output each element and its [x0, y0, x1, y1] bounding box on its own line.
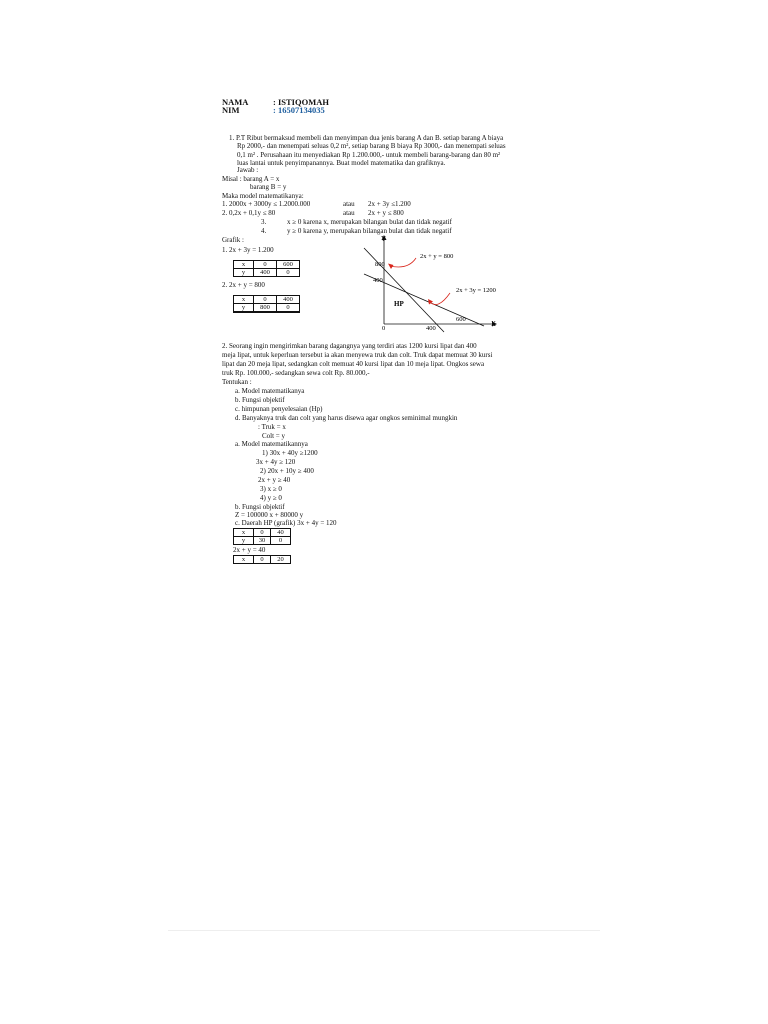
feasible-region-graph — [350, 232, 510, 342]
list-item: d. Banyaknya truk dan colt yang harus disewa agar ongkos seminimal mungkin — [235, 414, 458, 422]
colt-def: Colt = y — [262, 432, 286, 440]
truk-def: : Truk = x — [258, 423, 286, 431]
answer-a-2b: 2x + y ≥ 40 — [258, 476, 291, 484]
table-cell: 0 — [271, 537, 291, 545]
table-cell: y — [234, 304, 254, 313]
pointer-arrow-2 — [430, 293, 450, 305]
misal-a: Misal : barang A = x — [222, 175, 280, 183]
table-cell: 0 — [254, 529, 271, 537]
nama-label: NAMA — [222, 97, 249, 107]
grafik-label: Grafik : — [222, 236, 244, 244]
answer-c-2: 2x + y = 40 — [233, 546, 266, 554]
problem1-line-3: 0,1 m² . Perusahaan itu menyediakan Rp 1.200.000,- untuk membeli barang-barang dan 80 m² — [237, 151, 501, 159]
table-cell: x — [234, 296, 254, 304]
tick-x-400: 400 — [426, 325, 436, 332]
table-2 — [233, 295, 300, 313]
tick-y-400: 400 — [373, 277, 383, 284]
problem2-line-2: meja lipat, untuk keperluan tersebut ia akan menyewa truk dan colt. Truk dapat memuat 30 kursi — [222, 351, 493, 359]
problem1-line-2: Rp 2000,- dan menempati seluas 0,2 m², setiap barang B biaya Rp 3000,- dan menempati seluas — [237, 142, 506, 150]
table-cell: 800 — [254, 304, 277, 313]
grafik-2-eq: 2. 2x + y = 800 — [222, 281, 265, 289]
table-cell: 30 — [254, 537, 271, 545]
list-item: c. himpunan penyelesaian (Hp) — [235, 405, 323, 413]
tentukan-label: Tentukan : — [222, 378, 252, 386]
table-3 — [233, 528, 291, 545]
hp-label: HP — [394, 300, 404, 308]
nim-label: NIM — [222, 105, 240, 115]
table-cell: x — [234, 261, 254, 269]
list-item: b. Fungsi objektif — [235, 396, 285, 404]
table-cell: 0 — [254, 296, 277, 304]
pointer-arrow-1 — [390, 258, 416, 267]
problem1-line-4: luas lantai untuk penyimpanannya. Buat model matematika dan grafiknya. — [237, 159, 446, 167]
model-3-num: 3. — [261, 218, 267, 226]
answer-c-head: c. Daerah HP (grafik) 3x + 4y = 120 — [235, 519, 337, 527]
answer-a-1: 1) 30x + 40y ≥1200 — [262, 449, 318, 457]
model-3-text: x ≥ 0 karena x, merupakan bilangan bulat dan tidak negatif — [287, 218, 452, 226]
table-4 — [233, 555, 291, 564]
x-axis-label: X — [491, 320, 497, 328]
table-row — [234, 529, 291, 537]
model-2-atau: atau — [343, 209, 355, 217]
table-row — [234, 269, 300, 277]
answer-b-head: b. Fungsi objektif — [235, 503, 285, 511]
grafik-1-eq: 1. 2x + 3y = 1.200 — [222, 246, 274, 254]
table-row — [234, 296, 300, 304]
table-cell: 400 — [277, 296, 300, 304]
model-1-left: 1. 2000x + 3000y ≤ 1.2000.000 — [222, 200, 311, 208]
misal-b: barang B = y — [250, 183, 287, 191]
tick-y-800: 800 — [375, 261, 385, 268]
answer-a-4: 4) y ≥ 0 — [260, 494, 282, 502]
table-1 — [233, 260, 300, 277]
model-1-atau: atau — [343, 200, 355, 208]
y-axis-label: Y — [381, 235, 387, 243]
model-2-left: 2. 0,2x + 0,1y ≤ 80 — [222, 209, 276, 217]
answer-b-eq: Z = 100000 x + 80000 y — [235, 511, 304, 519]
table-cell: 0 — [277, 269, 300, 277]
table-cell: 0 — [277, 304, 300, 313]
table-cell: x — [234, 556, 254, 564]
tick-origin: 0 — [382, 325, 386, 332]
table-cell: x — [234, 529, 254, 537]
problem2-line-4: truk Rp. 100.000,- sedangkan sewa colt Rp. 80.000,- — [222, 369, 370, 377]
answer-a-head: a. Model matematikannya — [235, 440, 308, 448]
table-cell: 40 — [271, 529, 291, 537]
table-cell: 600 — [277, 261, 300, 269]
answer-a-1b: 3x + 4y ≥ 120 — [256, 458, 296, 466]
answer-a-2: 2) 20x + 10y ≥ 400 — [260, 467, 314, 475]
problem1-line-1: 1. P.T Ribut bermaksud membeli dan menyimpan dua jenis barang A dan B. setiap barang A biaya — [229, 134, 504, 142]
table-row — [234, 304, 300, 313]
line-1-label: 2x + y = 800 — [420, 253, 454, 260]
table-row — [234, 261, 300, 269]
model-2-right: 2x + y ≤ 800 — [368, 209, 404, 217]
model-4-num: 4. — [261, 227, 267, 235]
nama-value: : ISTIQOMAH — [273, 97, 329, 107]
table-row — [234, 556, 291, 564]
table-cell: 0 — [254, 261, 277, 269]
table-cell: y — [234, 269, 254, 277]
table-cell: y — [234, 537, 254, 545]
table-cell: 400 — [254, 269, 277, 277]
arrowhead-icon — [388, 264, 394, 270]
problem2-line-1: 2. Seorang ingin mengirimkan barang dagangnya yang terdiri atas 1200 kursi lipat dan 400 — [222, 342, 477, 350]
model-1-right: 2x + 3y ≤1.200 — [368, 200, 411, 208]
problem2-line-3: lipat dan 20 meja lipat, sedangkan colt memuat 40 kursi lipat dan 10 meja lipat. Ongkos sewa — [222, 360, 485, 368]
nim-value: : 16507134035 — [273, 105, 325, 115]
model-4-text: y ≥ 0 karena y, merupakan bilangan bulat dan tidak negatif — [287, 227, 452, 235]
line-2-label: 2x + 3y = 1200 — [456, 287, 496, 294]
table-row — [234, 537, 291, 545]
table-cell: 20 — [271, 556, 291, 564]
table-cell: 0 — [254, 556, 271, 564]
list-item: a. Model matematikanya — [235, 387, 305, 395]
answer-a-3: 3) x ≥ 0 — [260, 485, 282, 493]
maka-model: Maka model matematikanya: — [222, 192, 304, 200]
jawab-label: Jawab : — [237, 166, 259, 174]
page-divider — [168, 930, 600, 931]
tick-x-600: 600 — [456, 316, 466, 323]
